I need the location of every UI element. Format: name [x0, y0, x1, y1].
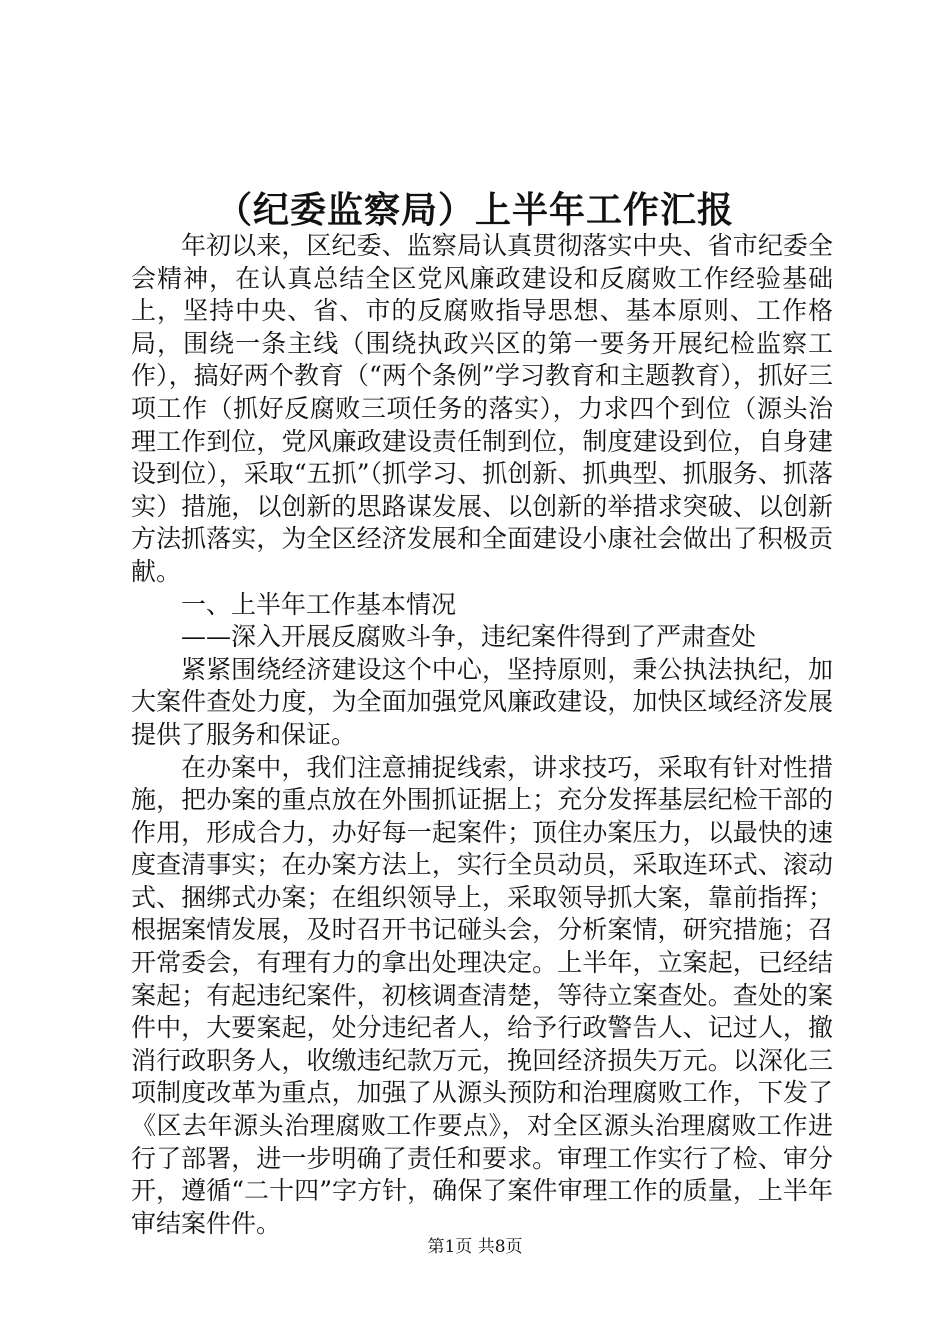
paragraph-case-overview: 紧紧围绕经济建设这个中心，坚持原则，秉公执法执纪，加大案件查处力度，为全面加强党风廉政建设，加快区域经济发展提供了服务和保证。 [131, 654, 833, 749]
document-body [131, 230, 833, 1240]
paragraph-intro: 年初以来，区纪委、监察局认真贯彻落实中央、省市纪委全会精神，在认真总结全区党风廉政建设和反腐败工作经验基础上，坚持中央、省、市的反腐败指导思想、基本原则、工作格局，围绕一条主线（围绕执政兴区的第一要务开展纪检监察工作），搞好两个教育（“两个条例”学习教育和主题教育），抓好三项工作（抓好反腐败三项任务的落实），力求四个到位（源头治理工作到位，党风廉政建设责任制到位，制度建设到位，自身建设到位），采取“五抓”（抓学习、抓创新、抓典型、抓服务、抓落实）措施，以创新的思路谋发展、以创新的举措求突破、以创新方法抓落实，为全区经济发展和全面建设小康社会做出了积极贡献。 [131, 231, 833, 586]
paragraph-case-handling: 在办案中，我们注意捕捉线索，讲求技巧，采取有针对性措施，把办案的重点放在外围抓证据上；充分发挥基层纪检干部的作用，形成合力，办好每一起案件；顶住办案压力，以最快的速度查清事实；在办案方法上，实行全员动员，采取连环式、滚动式、捆绑式办案；在组织领导上，采取领导抓大案，靠前指挥；根据案情发展，及时召开书记碰头会，分析案情，研究措施；召开常委会，有理有力的拿出处理决定。上半年，立案起，已经结案起；有起违纪案件，初核调查清楚，等待立案查处。查处的案件中，大要案起，处分违纪者人，给予行政警告人、记过人，撤消行政职务人，收缴违纪款万元，挽回经济损失万元。以深化三项制度改革为重点，加强了从源头预防和治理腐败工作，下发了《区去年源头治理腐败工作要点》，对全区源头治理腐败工作进行了部署，进一步明确了责任和要求。审理工作实行了检、审分开，遵循“二十四”字方针，确保了案件审理工作的质量，上半年审结案件件。 [131, 752, 833, 1238]
document-title: （纪委监察局）上半年工作汇报 [215, 189, 734, 231]
section-heading: 一、上半年工作基本情况 [181, 589, 457, 619]
page-number: 第1页 共8页 [427, 1237, 523, 1257]
subsection-heading: ——深入开展反腐败斗争，违纪案件得到了严肃查处 [181, 622, 757, 652]
